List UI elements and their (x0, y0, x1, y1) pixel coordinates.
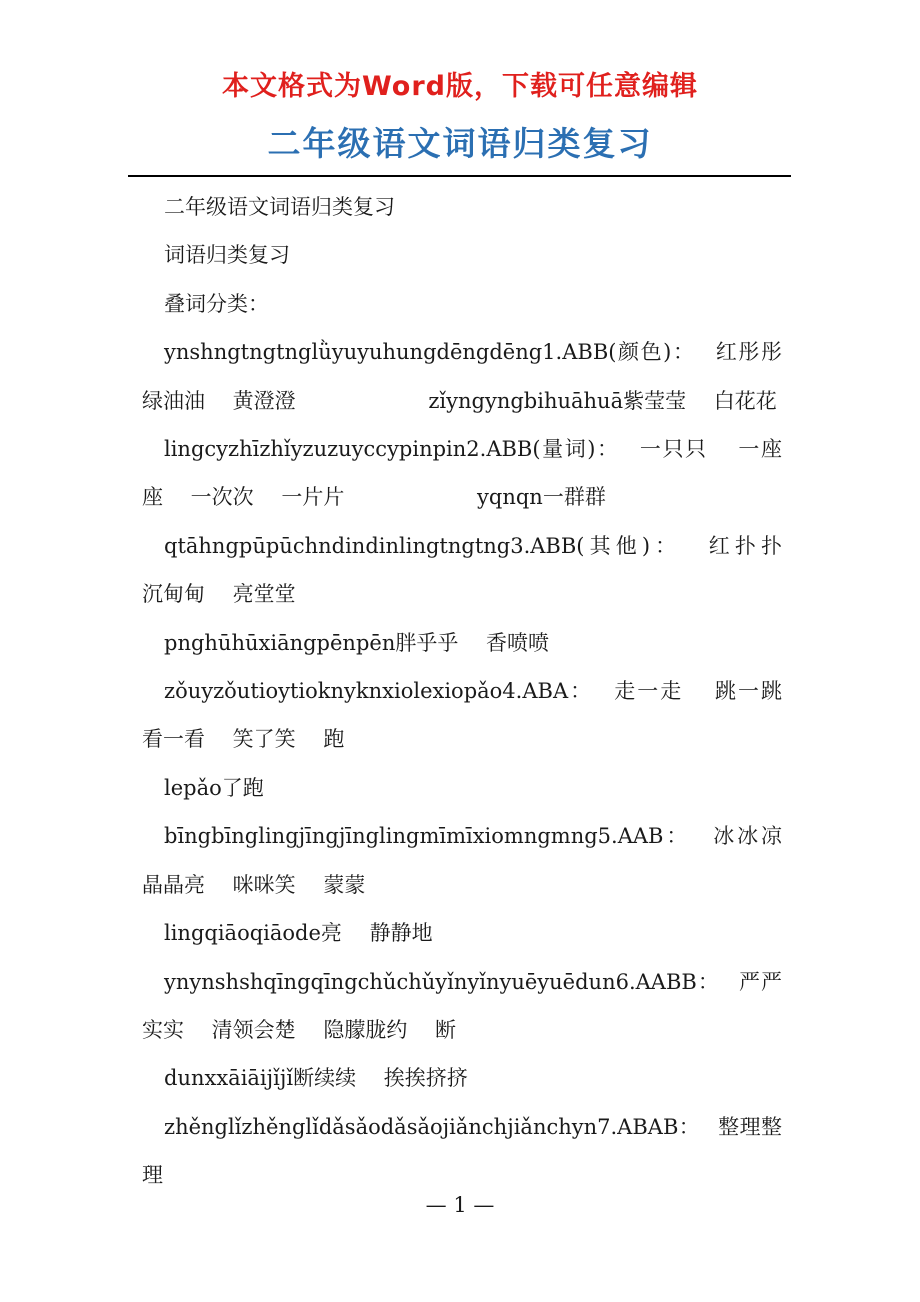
document-title: 二年级语文词语归类复习 (267, 124, 653, 163)
paragraph-heading: 二年级语文词语归类复习 (164, 195, 395, 219)
paragraph-section-label: 叠词分类： (164, 291, 269, 316)
paragraph-abb-color: ynshngtngtnglǜyuyuhungdēngdēng1.ABB(颜色)： 红彤彤 绿油油 黄澄澄 zǐyngyngbihuāhuā紫莹莹 白花花 (142, 340, 810, 413)
paragraph-abb-other: qtāhngpūpūchndindinlingtngtng3.ABB(其他)： 红扑扑 沉甸甸 亮堂堂 (142, 533, 810, 607)
paragraph-aab: bīngbīnglingjīngjīnglingmīmīxiomngmng5.AAB： 冰冰凉 晶晶亮 咪咪笑 蒙蒙 (142, 824, 810, 897)
paragraph-aba: zǒuyzǒutioytioknyknxiolexiopǎo4.ABA： 走一走 跳一跳 看一看 笑了笑 跑 (142, 679, 810, 752)
paragraph-aabb-cont: dunxxāiāijǐjǐ断续续 挨挨挤挤 (164, 1066, 468, 1091)
document-body (142, 183, 810, 1200)
paragraph-abb-other-cont: pnghūhūxiāngpēnpēn胖乎乎 香喷喷 (164, 630, 550, 655)
page-number: — 1 — (425, 1193, 495, 1217)
paragraph-abab: zhěnglǐzhěnglǐdǎsǎodǎsǎojiǎnchjiǎnchyn7.ABAB： 整理整理 (142, 1114, 782, 1188)
paragraph-aba-cont: lepǎo了跑 (164, 775, 264, 800)
paragraph-abb-measure: lingcyzhīzhǐyzuzuyccypinpin2.ABB(量词)： 一只只 一座座 一次次 一片片 yqnqn一群群 (142, 437, 782, 510)
paragraph-aab-cont: lingqiāoqiāode亮 静静地 (164, 921, 433, 946)
paragraph-subheading: 词语归类复习 (164, 243, 290, 268)
format-banner: 本文格式为Word版，下载可任意编辑 (221, 71, 698, 102)
header-divider (128, 175, 791, 177)
paragraph-aabb: ynynshshqīngqīngchǔchǔyǐnyǐnyuēyuēdun6.AABB： 严严实实 清领会楚 隐朦胧约 断 (142, 969, 782, 1042)
